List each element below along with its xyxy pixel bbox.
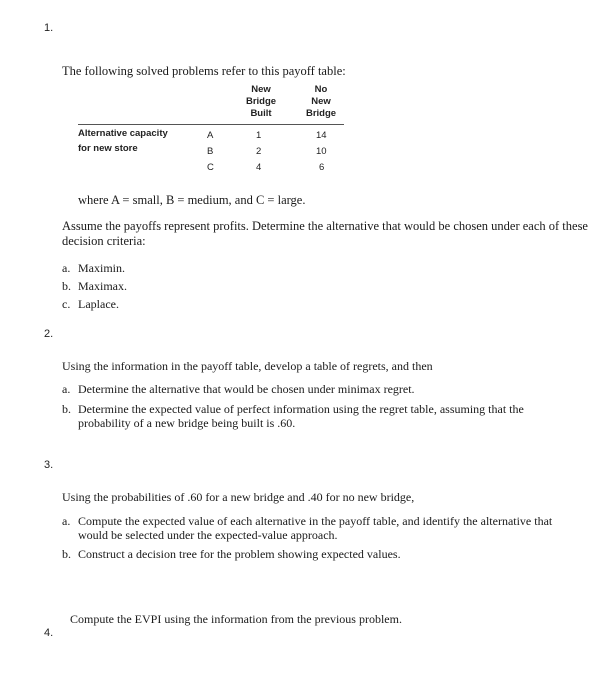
list-item: a. Compute the expected value of each alternative in the payoff table, and identify the alternative that would be selected under the expected-value approach. (62, 514, 553, 542)
table-cell: 14 (316, 130, 327, 141)
question-4-text: Compute the EVPI using the information from the previous problem. (70, 612, 402, 626)
table-cell: 2 (256, 146, 262, 157)
col-header-no-new-bridge: No New Bridge (305, 84, 337, 119)
list-item: b. Determine the expected value of perfect information using the regret table, assuming that the probability of a new bridge being built is .60. (62, 402, 524, 430)
table-cell: 4 (256, 162, 262, 173)
list-item: a. Determine the alternative that would be chosen under minimax regret. (62, 382, 415, 396)
list-item: b. Construct a decision tree for the problem showing expected values. (62, 547, 401, 561)
question-2-intro: Using the information in the payoff table, develop a table of regrets, and then (62, 359, 433, 373)
table-row-alt: C (207, 162, 214, 173)
question-3-number: 3. (44, 459, 54, 471)
table-cell: 1 (256, 130, 262, 141)
list-item: c. Laplace. (62, 297, 119, 311)
question-4-number: 4. (44, 627, 54, 639)
row-label-line-1: Alternative capacity (78, 128, 168, 139)
table-rule (78, 124, 344, 125)
where-definition: where A = small, B = medium, and C = large. (78, 193, 306, 207)
table-row-alt: A (207, 130, 214, 141)
question-1-intro: The following solved problems refer to this payoff table: (62, 64, 346, 78)
list-item: a. Maximin. (62, 261, 125, 275)
assume-paragraph: Assume the payoffs represent profits. Determine the alternative that would be chosen under each of these decision criteria: (62, 219, 588, 248)
question-3-intro: Using the probabilities of .60 for a new bridge and .40 for no new bridge, (62, 490, 415, 504)
table-cell: 10 (316, 146, 327, 157)
list-item: b. Maximax. (62, 279, 127, 293)
col-header-new-bridge-built: New Bridge Built (245, 84, 277, 119)
table-row-alt: B (207, 146, 214, 157)
row-label-line-2: for new store (78, 143, 138, 154)
table-cell: 6 (319, 162, 325, 173)
question-1-number: 1. (44, 22, 54, 34)
question-2-number: 2. (44, 328, 54, 340)
